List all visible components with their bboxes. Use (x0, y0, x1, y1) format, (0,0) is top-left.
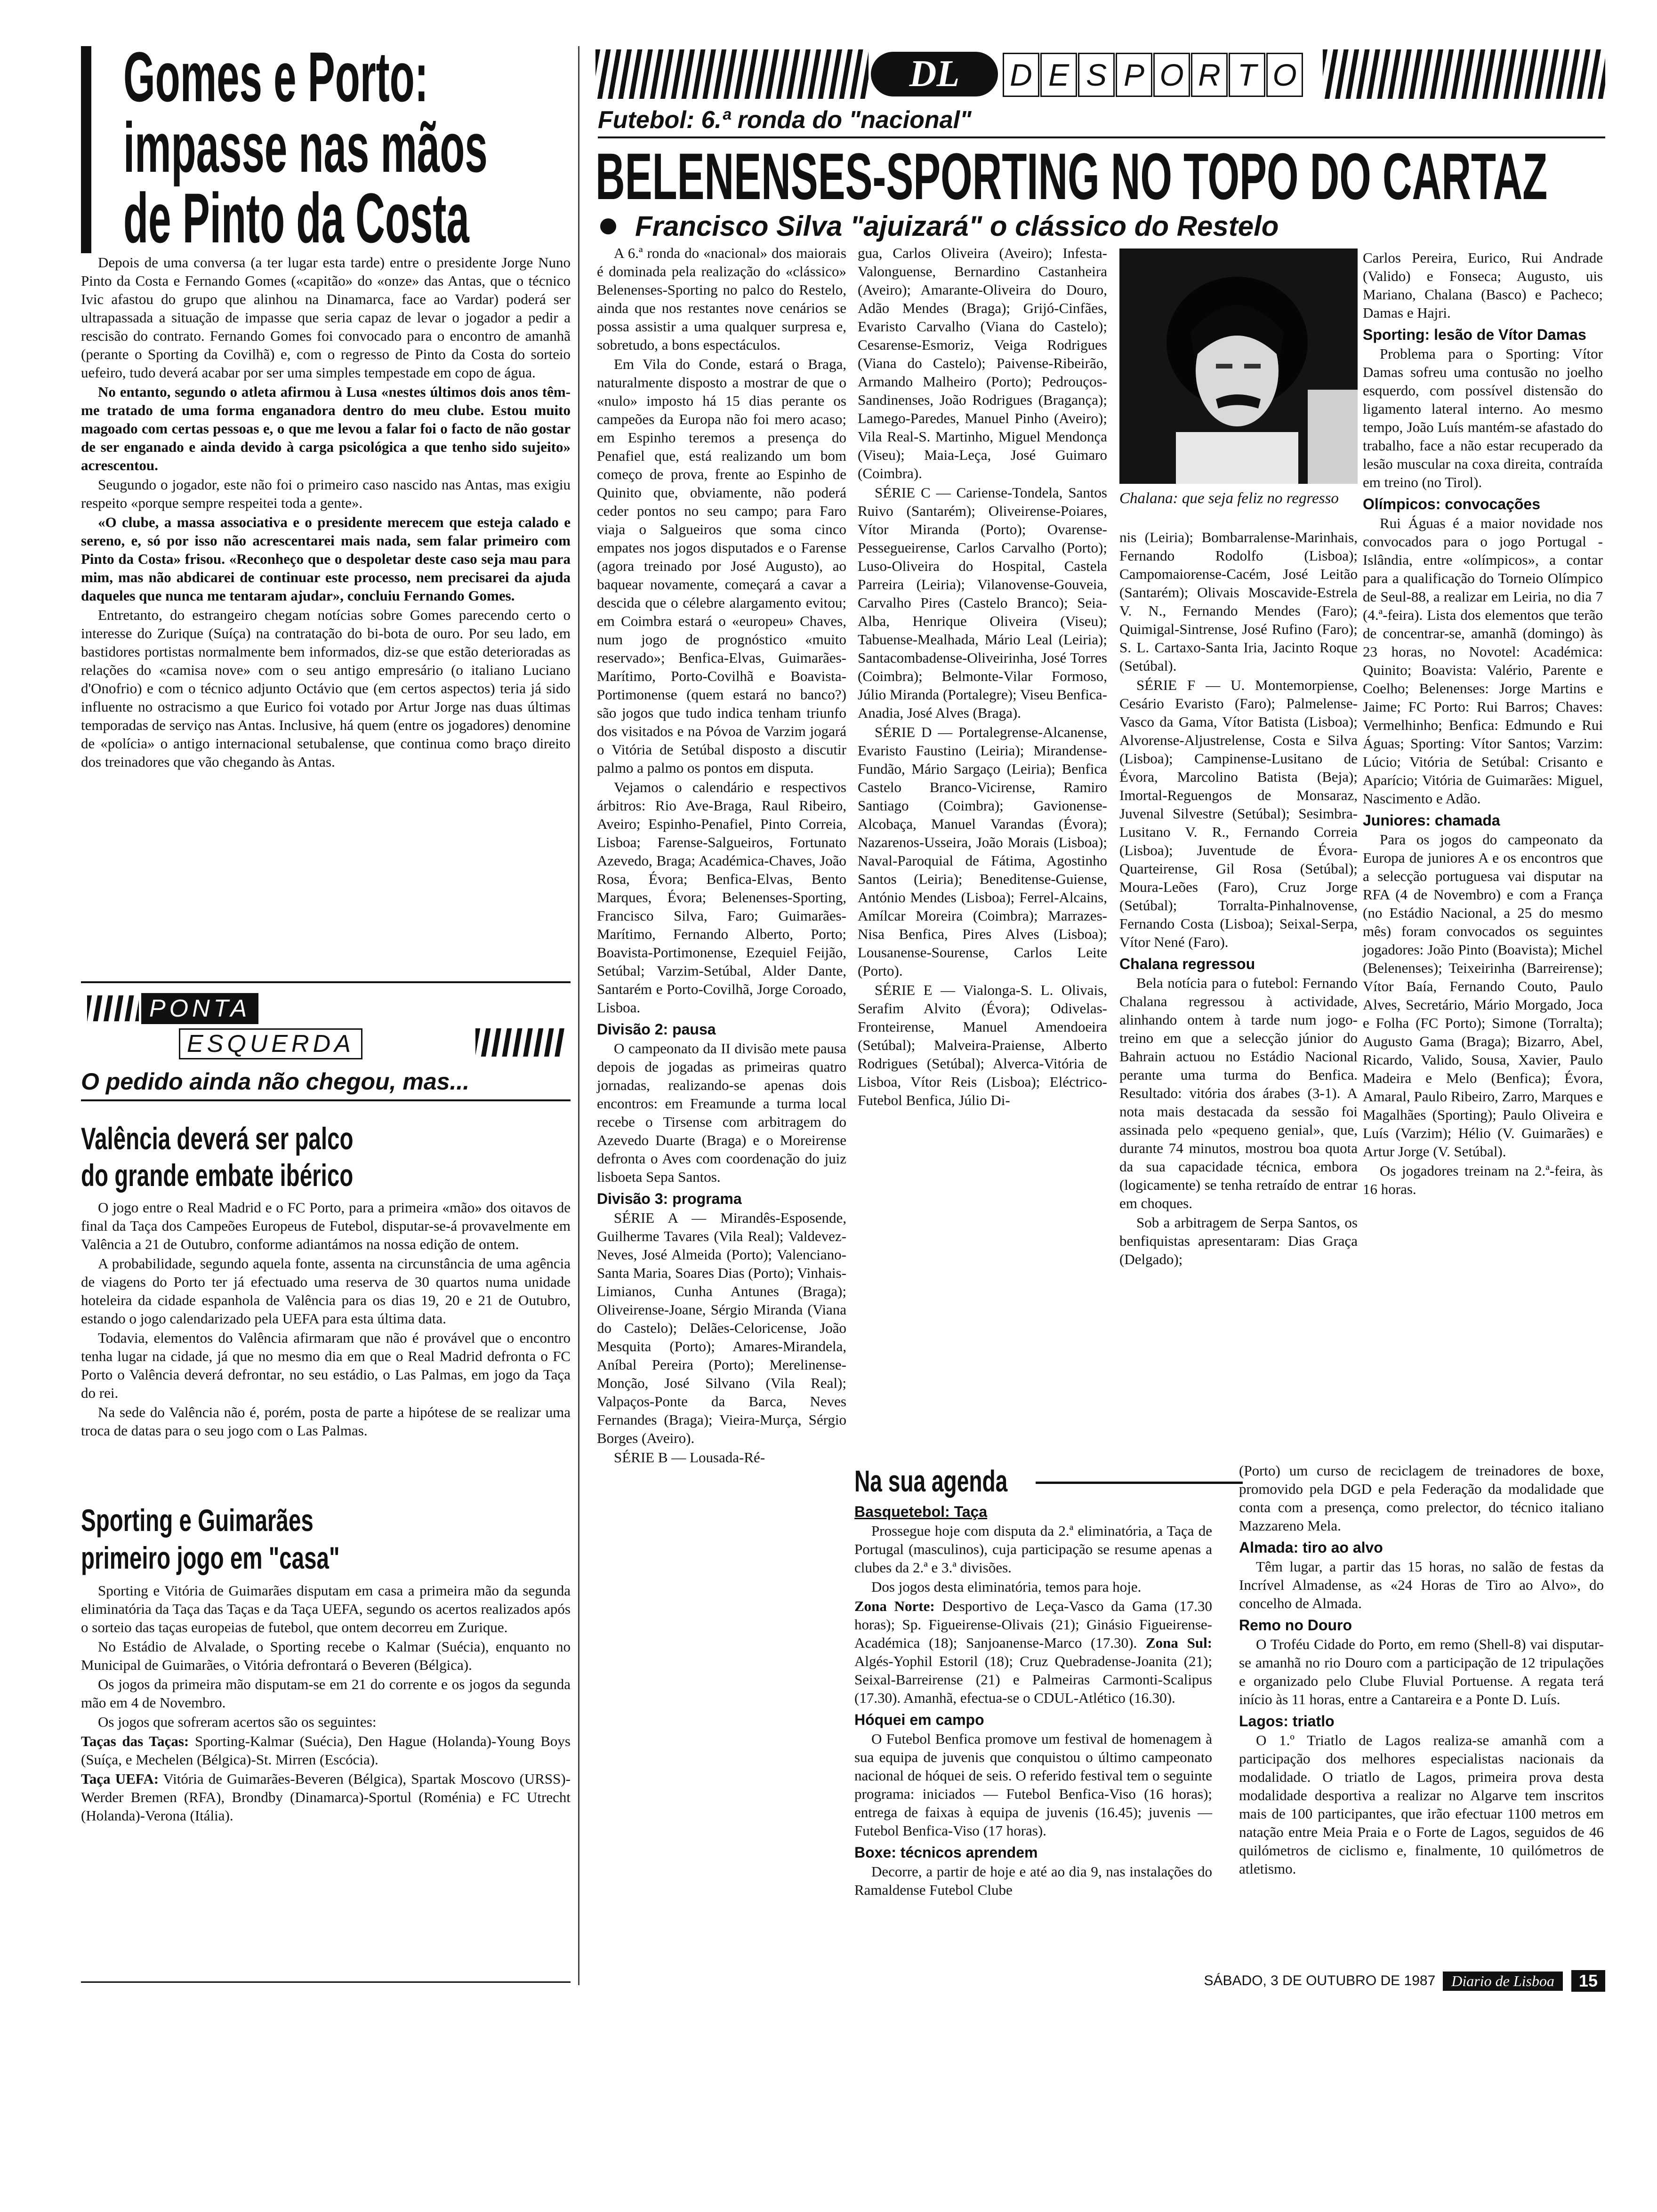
serie-d: SÉRIE D — Portalegrense-Alcanense, Evaristo Faustino (Leiria); Mirandense-Fundão, Mário Sargaço (Leiria); Benfica Castelo Branco-Vicirense, Ramiro Santiago (Coimbra); Gavionense-Alcobaça, Manuel Varandas (Évora); Nazarenos-Usseira, João Morais (Lisboa); Naval-Paroquial de Fátima, Agostinho Santos (Leiria); Beneditense-Guiense, António Mendes (Lisboa); Ferrel-Alcains, Amílcar Moreira (Coimbra); Marrazes-Nisa Benfica, Pires Alves (Lisboa); Lousanense-Sourense, Carlos Leite (Porto). (858, 724, 1107, 979)
col1-para-2: Em Vila do Conde, estará o Braga, naturalmente disposto a mostrar de que o «nulo» imposto há 15 dias perante os campeões da Europa não foi mero acaso; em Espinho teremos a presença do Penafiel que, está realizando um bom começo de prova, frente ao Espinho de Quinito que, obviamente, não poderá ceder pontos no seu campo; para Faro viaja o Salgueiros que soma cinco empates nos jogos disputados e o Farense (agora treinado por José Augusto), ao baquear novamente, começará a cavar a descida que o célebre alargamento evitou; em Coimbra estará o «europeu» Chaves, num jogo de prognóstico «muito reservado»; Benfica-Elvas, Guimarães-Marítimo, Porto-Covilhã e Boavista-Portimonense (quem estará no banco?) são jogos que tudo indica tenham triunfo dos visitados e na Póvoa de Varzim jogará o Vitória de Setúbal disposto a discutir palmo a palmo os pontos em disputa. (597, 356, 846, 776)
masthead-logo-text: DL (909, 53, 960, 95)
column-rule-vertical (578, 46, 579, 1985)
div3-text: SÉRIE A — Mirandês-Esposende, Guilherme Tavares (Vila Real); Valdevez-Neves, José Almeida (Porto); Valenciano-Santa Maria, Soares Dias (Porto); Vinhais-Limianos, Cunha Antunes (Braga); Oliveirense-Joane, Sérgio Miranda (Viana do Castelo); Delães-Celoricense, João Mesquita (Porto); Amares-Mirandela, Aníbal Pereira (Porto); Merelinense-Monção, José Silvano (Vila Real); Valpaços-Ponte da Barca, Neves Fernandes (Braga); Vieira-Murça, Sérgio Borges (Aveiro). (597, 1210, 846, 1446)
esquerda-word (179, 1028, 362, 1059)
section-letter-r: R (1191, 53, 1228, 97)
valencia-headline (81, 1120, 571, 1194)
section-letter-o: O (1153, 53, 1190, 97)
ponta-word (141, 993, 258, 1024)
agenda-header (854, 1465, 1250, 1498)
chalana-photo (1119, 248, 1358, 484)
chalana-para-1: Bela notícia para o futebol: Fernando Chalana regressou à actividade, alinhando ontem à tarde num jogo-treino em que a selecção júnior do Bahrain actuou no Estádio Nacional perante uma turma do Benfica. Resultado: vitória dos árabes (3-1). A nota mais destacada da sessão foi assinada pelo «pequeno genial», que, durante 74 minutos, mostrou boa quota da sua capacidade técnica, embora (logicamente) se tenha retraído de entrar em choques. (1119, 975, 1358, 1211)
left-bottom-rule (81, 1981, 571, 1983)
gomes-headline (123, 37, 547, 257)
zona-norte-line (854, 1597, 1212, 1707)
juniores-title: Juniores: chamada (1363, 812, 1500, 829)
col2-text: gua, Carlos Oliveira (Aveiro); Infesta-Valonguense, Bernardino Castanheira (Aveiro); Amarante-Oliveira do Douro, Adão Mendes (Braga); Grijó-Cinfães, Evaristo Carvalho (Viana do Castelo); Cesarense-Esmoriz, Veiga Rodrigues (Viana do Castelo); Paivense-Ribeirão, Armando Malheiro (Porto); Pedrouços-Sandinenses, João Rodrigues (Bragança); Lamego-Paredes, Manuel Pinho (Aveiro); Vila Real-S. Martinho, Miguel Mendonça (Viseu); Maia-Leça, José Guimaro (Coimbra). (858, 245, 1107, 481)
col3-text: nis (Leiria); Bombarralense-Marinhais, Fernando Rodolfo (Lisboa); Campomaiorense-Cacém, José Leitão (Santarém); Olivais Moscavide-Estrela V. N., Fernando Mendes (Faro); Quimigal-Sintrense, José Rufino (Faro); S. L. Cartaxo-Santa Iria, Jacinto Roque (Setúbal). (1119, 529, 1358, 674)
basquete-para-2: Dos jogos desta eliminatória, temos para hoje. (871, 1579, 1142, 1595)
agenda-title-rule (1036, 1482, 1243, 1484)
damas-title: Sporting: lesão de Vítor Damas (1363, 326, 1586, 343)
section-title (1003, 53, 1303, 96)
remo-title: Remo no Douro (1239, 1617, 1352, 1634)
col1-para-1: A 6.ª ronda do «nacional» dos maiorais é dominada pela realização do «clássico» Belenenses-Sporting no palco do Restelo, ainda que nos restantes nove cenários se possa assistir a uma qualquer surpresa e, sobretudo, a bons espectáculos. (597, 245, 846, 353)
ponta-word-text: PONTA (141, 993, 258, 1024)
uefa-label: Taça UEFA: (81, 1771, 159, 1787)
sporting-para-2: No Estádio de Alvalade, o Sporting recebe o Kalmar (Suécia), enquanto no Municipal de Guimarães, o Vitória defrontará o Beveren (Bélgica). (81, 1638, 571, 1673)
basquete-para-1: Prossegue hoje com disputa da 2.ª eliminatória, a Taça de Portugal (masculinos), cuja participação se resume apenas a clubes da 2.ª e 3.ª divisões. (854, 1523, 1212, 1576)
footer-paper: Diario de Lisboa (1443, 1972, 1563, 1991)
hoquei-title: Hóquei em campo (854, 1711, 984, 1728)
uefa-line (81, 1770, 571, 1825)
gomes-headline-line-1: Gomes e Porto: (123, 37, 428, 116)
kicker-underline (598, 136, 1605, 138)
subhead (600, 209, 1279, 243)
boxe-text: Decorre, a partir de hoje e até ao dia 9, nas instalações do Ramaldense Futebol Clube (854, 1863, 1212, 1898)
section-letter-e: E (1040, 53, 1077, 97)
ponta-tagline: O pedido ainda não chegou, mas... (81, 1068, 470, 1095)
main-headline-box (595, 141, 1605, 212)
section-letter-o2: O (1266, 53, 1303, 97)
juniores-para-1: Para os jogos do campeonato da Europa de juniores A e os encontros que a selecção portuguesa vai disputar na RFA (4 de Novembro) e com a França (no Estádio Nacional, a 25 do mesmo mês) foram convocados os seguintes jogadores: João Pinto (Boavista); Michel (Belenenses); Teixeirinha (Barreirense); Vítor Baía, Fernando Couto, Paulo Alves, Secretário, Mário Morgado, Joca e Folha (FC Porto); Simone (Torralta); Augusto Gama (Braga); Bizarro, Abel, Ricardo, Valido, Sousa, Xavier, Paulo Madeira e Melo (Benfica); Évora, Amaral, Paulo Ribeiro, Zarro, Marques e Magalhães (Sporting); Paulo Oliveira e Luís (Varzim); Hélio (V. Guimarães) e Artur Jorge (V. Setúbal). (1363, 831, 1603, 1160)
juniores-para-2: Os jogadores treinam na 2.ª-feira, às 16 horas. (1363, 1162, 1603, 1197)
sporting-headline-line-1: Sporting e Guimarães (81, 1503, 314, 1538)
valencia-para-4: Na sede do Valência não é, porém, posta de parte a hipótese de se realizar uma troca de datas para o seu jogo com o Las Palmas. (81, 1404, 571, 1439)
lagos-text: O 1.º Triatlo de Lagos realiza-se amanhã com a participação dos melhores especialistas nacionais da modalidade. O triatlo de Lagos, primeira prova desta modalidade desportiva a realizar no Algarve tem inscritos mais de 100 participantes, que irão efectuar 1100 metros em natação entre Meia Praia e o Forte de Lagos, seguidos de 46 quilómetros de ciclismo e, finalmente, 10 quilómetros de atletismo. (1239, 1732, 1604, 1877)
serie-f: SÉRIE F — U. Montemorpiense, Cesário Evaristo (Faro); Palmelense-Vasco da Gama, Vítor Batista (Lisboa); Alvorense-Aljustrelense, Costa e Silva (Lisboa); Campinense-Lusitano de Évora, Marcolino Batista (Beja); Imortal-Reguengos de Monsaraz, Juvenal Silvestre (Setúbal); Sesimbra-Lusitano V. R., Fernando Correia (Lisboa); Juventude de Évora-Quarteirense, Gil Rosa (Setúbal); Moura-Leões (Faro), Cruz Jorge (Setúbal); Torralta-Pinhalnovense, Fernando Costa (Lisboa); Seixal-Serpa, Vítor Nené (Faro). (1119, 677, 1358, 950)
zona-norte-label: Zona Norte: (854, 1598, 935, 1614)
chalana-para-2: Sob a arbitragem de Serpa Santos, os benfiquistas apresentaram: Dias Graça (Delgado); (1119, 1214, 1358, 1267)
agenda-title: Na sua agenda (854, 1464, 1008, 1498)
sporting-headline (81, 1501, 571, 1577)
main-headline: BELENENSES-SPORTING NO TOPO DO CARTAZ (595, 141, 1548, 212)
tacas-line (81, 1732, 571, 1769)
serie-c: SÉRIE C — Cariense-Tondela, Santos Ruivo (Santarém); Oliveirense-Poiares, Vítor Miranda (Porto); Ovarense-Pessegueirense, Carlos Carvalho (Porto); Luso-Oliveira do Hospital, Castela Parreira (Leiria); Vilanovense-Gouveia, Carvalho Pires (Castelo Branco); Seia-Alba, Henrique Oliveira (Viseu); Tabuense-Mealhada, Mário Leal (Leiria); Santacombadense-Oliveirinha, José Torres (Coimbra); Belmonte-Vilar Formoso, Júlio Miranda (Portalegre); Viseu Benfica-Anadia, José Alves (Braga). (858, 484, 1107, 721)
div2-title: Divisão 2: pausa (597, 1021, 716, 1038)
footer (1083, 1970, 1605, 1992)
valencia-para-1: O jogo entre o Real Madrid e o FC Porto, para a primeira «mão» dos oitavos de final da Taça dos Campeões Europeus de Futebol, disputar-se-á provavelmente em Valência a 21 de Outubro, conforme adiantámos na nossa edição de ontem. (81, 1199, 571, 1252)
article-col-1 (597, 244, 846, 1966)
col1-para-3: Vejamos o calendário e respectivos árbitros: Rio Ave-Braga, Raul Ribeiro, Aveiro; Espinho-Penafiel, Pinto Correia, Lisboa; Farense-Salgueiros, Fortunato Azevedo, Braga; Académica-Chaves, João Rosa, Évora; Benfica-Elvas, Bento Marques, Évora; Belenenses-Sporting, Francisco Silva, Faro; Guimarães-Marítimo, Fernando Alberto, Porto; Boavista-Portimonense, Ezequiel Feijão, Setúbal; Varzim-Setúbal, Alder Dante, Santarém e Porto-Covilhã, Jorge Coroado, Lisboa. (597, 779, 846, 1016)
damas-text: Problema para o Sporting: Vítor Damas sofreu uma contusão no joelho esquerdo, com possível distensão do ligamento lateral interno. Ao mesmo tempo, João Luís mantém-se afastado do trabalho, face a não estar recuperado da lesão muscular na coxa direita, contraída em treino (no Tirol). (1363, 345, 1603, 490)
sporting-para-3: Os jogos da primeira mão disputam-se em 21 do corrente e os jogos da segunda mão em 4 de Novembro. (81, 1676, 571, 1711)
sporting-headline-line-2: primeiro jogo em "casa" (81, 1540, 340, 1575)
gomes-article (81, 253, 571, 978)
section-letter-t: T (1229, 53, 1265, 97)
valencia-headline-line-1: Valência deverá ser palco (81, 1121, 354, 1156)
ponta-hatch (87, 995, 139, 1021)
div3-title: Divisão 3: programa (597, 1190, 742, 1207)
masthead-logo (871, 52, 998, 96)
gomes-para-5: Entretanto, do estrangeiro chegam notícias sobre Gomes parecendo certo o interesse do Zurique (Suíça) na contratação do bi-bota de ouro. Por seu lado, em bastidores portistas normalmente bem informados, diz-se que estão deterioradas as relações do «camisa nove» com o seu antigo empresário (o italiano Luciano d'Onofrio) e com o técnico adjunto Octávio que (em certos aspectos) teria já sido influente no ostracismo a que Eurico foi votado por Artur Jorge nas duas últimas temporadas de serviço nas Antas. Inclusive, há quem (entre os jogadores) denomine de «polícia» o antigo internacional setubalense, que continua como braço direito dos treinadores que vão chegando às Antas. (81, 607, 571, 770)
article-col-4 (1363, 248, 1603, 1383)
basquete-title: Basquetebol: Taça (854, 1503, 988, 1520)
chalana-portrait-icon (1119, 248, 1358, 484)
olimpicos-title: Olímpicos: convocações (1363, 496, 1541, 513)
sporting-para-4: Os jogos que sofreram acertos são os seguintes: (98, 1714, 377, 1730)
article-col-3 (1119, 528, 1358, 1460)
gomes-para-4: «O clube, a massa associativa e o presidente merecem que esteja calado e sereno, e, só por isso não acrescentarei mais nada, sem falar primeiro com Pinto da Costa» frisou. «Reconheço que o despoletar deste caso seja mau para mim, mas não abdicarei de continuar este processo, nem precisarei da ajuda daqueles que nunca me tentaram ajudar», concluiu Fernando Gomes. (81, 514, 571, 604)
chalana-title: Chalana regressou (1119, 955, 1255, 972)
almada-title: Almada: tiro ao alvo (1239, 1539, 1383, 1556)
agenda-col2-start: (Porto) um curso de reciclagem de treinadores de boxe, promovido pela DGD e pela Federação da modalidade que conta com a presença, como prelector, do técnico italiano Mazzareno Mela. (1239, 1462, 1604, 1534)
zona-sul-text: Algés-Yophil Estoril (18); Cruz Quebradense-Joanita (21); Seixal-Barreirense (21) e Palmeiras Carmonti-Scalipus (17.30). Amanhã, efectua-se o CDUL-Atlético (16.30). (854, 1653, 1212, 1706)
esquerda-hatch (475, 1028, 565, 1057)
footer-date: SÁBADO, 3 DE OUTUBRO DE 1987 (1204, 1973, 1436, 1988)
sporting-para-1: Sporting e Vitória de Guimarães disputam em casa a primeira mão da segunda eliminatória da Taça das Taças e da Taça UEFA, segundo os acertos realizados após o sorteio das taças europeias de futebol, que ontem decorreu em Zurique. (81, 1582, 571, 1635)
headline-side-bar (81, 46, 91, 253)
tacas-label: Taças das Taças: (81, 1733, 189, 1749)
boxe-title: Boxe: técnicos aprendem (854, 1844, 1038, 1861)
gomes-headline-line-2: impasse nas mãos (123, 108, 488, 187)
masthead-hatch-right (1323, 49, 1605, 99)
tacas-text: Sporting-Kalmar (Suécia), Den Hague (Holanda)-Young Boys (Suíça, e Mechelen (Bélgica)-St. Mirren (Escócia). (81, 1733, 571, 1768)
gomes-para-1: Depois de uma conversa (a ter lugar esta tarde) entre o presidente Jorge Nuno Pinto da Costa e Fernando Gomes («capitão» do «onze» das Antas, que o técnico Ivic afastou do grupo que alinhou na Dinamarca, face ao Vardar) poderá ser ultrapassada a situação de impasse que seria capaz de levar o jogador a pedir a rescisão do contrato. Fernando Gomes foi convocado para o encontro de amanhã (perante o Sporting da Covilhã) e, com o regresso de Pinto da Costa do sorteio uefeiro, tudo deverá acabar por ser uma simples tempestade em copo de água. (81, 254, 571, 381)
section-letter-p: P (1116, 53, 1152, 97)
subhead-text: Francisco Silva "ajuizará" o clássico do Restelo (635, 210, 1279, 242)
gomes-headline-line-3: de Pinto da Costa (123, 178, 469, 257)
valencia-para-3: Todavia, elementos do Valência afirmaram que não é provável que o encontro tenha lugar na cidade, já que no mesmo dia em que o Real Madrid defronta o FC Porto o Valência deverá defrontar, no seu estádio, o Las Palmas, em jogo da Taça do rei. (81, 1330, 571, 1401)
masthead-hatch-left (595, 49, 869, 99)
section-letter-s: S (1078, 53, 1115, 97)
section-letter-d: D (1003, 53, 1039, 97)
uefa-text: Vitória de Guimarães-Beveren (Bélgica), Spartak Moscovo (URSS)-Werder Bremen (RFA), Brondby (Dinamarca)-Sportul (Roménia) e FC Utrecht (Holanda)-Verona (Itália). (81, 1771, 571, 1824)
article-col-2 (858, 244, 1107, 1458)
serie-b-start: SÉRIE B — Lousada-Ré- (614, 1449, 765, 1466)
col4-start: Carlos Pereira, Eurico, Rui Andrade (Valido) e Fonseca; Augusto, uis Mariano, Chalana (Basco) e Pacheco; Damas e Hajri. (1363, 249, 1603, 321)
lagos-title: Lagos: triatlo (1239, 1713, 1335, 1730)
valencia-article (81, 1198, 571, 1499)
valencia-para-2: A probabilidade, segundo aquela fonte, assenta na circunstância de uma agência de viagens do Porto ter já efectuado uma reserva de 30 quartos numa unidade hoteleira da cidade espanhola de Valência para os dias 19, 20 e 21 de Outubro, estando o jogo calendarizado pela UEFA para esta última data. (81, 1255, 571, 1327)
valencia-headline-line-2: do grande embate ibérico (81, 1158, 354, 1193)
gomes-para-3: Seugundo o jogador, este não foi o primeiro caso nascido nas Antas, mas exigiu respeito «porque sempre respeitei toda a gente». (81, 476, 571, 511)
zona-norte-text: Desportivo de Leça-Vasco da Gama (17.30 horas); Sp. Figueirense-Olivais (21); Ginásio Figueirense-Académica (18); Sanjoanense-Marco (17.30). (854, 1598, 1212, 1651)
photo-caption: Chalana: que seja feliz no regresso (1119, 490, 1339, 507)
hoquei-text: O Futebol Benfica promove um festival de homenagem à sua equipa de juvenis que conquistou o último campeonato nacional de hóquei de seis. O referido festival tem o seguinte programa: iniciados — Futebol Benfica-Viso (16 horas); entrega de faixas à equipa de juvenis (16.45); juvenis — Futebol Benfica-Viso (17 horas). (854, 1731, 1212, 1839)
remo-text: O Troféu Cidade do Porto, em remo (Shell-8) vai disputar-se amanhã no rio Douro com a participação de 12 tripulações e organizado pelo Clube Fluvial Portuense. A regata terá início às 11 horas, entre a Cantareira e a Ponte D. Luís. (1239, 1636, 1604, 1707)
olimpicos-text: Rui Águas é a maior novidade nos convocados para o jogo Portugal - Islândia, entre «olímpicos», a contar para a qualificação do Torneio Olímpico de Seul-88, a realizar em Leiria, no dia 7 (4.ª-feira). Lista dos elementos que terão de concentrar-se, amanhã (domingo) às 23 horas, no Novotel: Académica: Quinito; Boavista: Valério, Parente e Coelho; Belenenses: Jorge Martins e Jaime; FC Porto: Rui Barros; Chaves: Vermelhinho; Benfica: Edmundo e Rui Águas; Sporting: Vítor Santos; Varzim: Lúcio; Vitória de Setúbal: Crisanto e Aparício; Vitória de Guimarães: Miguel, Nascimento e Adão. (1363, 515, 1603, 807)
div2-text: O campeonato da II divisão mete pausa depois de jogadas as primeiras quatro jornadas, realizando-se apenas dois encontros: em Freamunde a turma local recebe o Tirsense com arbitragem do Azevedo Duarte (Braga) e o Moreirense defronta o Aves com coordenação do juiz lisboeta Sepa Santos. (597, 1040, 846, 1185)
sporting-article (81, 1581, 571, 1977)
almada-text: Têm lugar, a partir das 15 horas, no salão de festas da Incrível Almadense, as «24 Horas de Tiro ao Alvo», do concelho de Almada. (1239, 1558, 1604, 1611)
agenda-col-2 (1239, 1461, 1604, 1970)
zona-sul-label: Zona Sul: (1145, 1635, 1213, 1651)
tagline-underline (81, 1099, 571, 1101)
subhead-bullet (600, 218, 616, 234)
serie-e: SÉRIE E — Vialonga-S. L. Olivais, Serafim Alvito (Évora); Odivelas-Fronteirense, Manuel Amendoeira (Setúbal); Malveira-Praiense, Alberto Rodrigues (Setúbal); Alverca-Vitória de Lisboa, Vítor Reis (Lisboa); Eléctrico-Futebol Benfica, Júlio Di- (858, 982, 1107, 1108)
footer-page-number: 15 (1571, 1970, 1605, 1992)
agenda-col-1 (854, 1499, 1212, 1974)
esquerda-word-text: ESQUERDA (179, 1028, 362, 1059)
left-divider-line (81, 981, 571, 983)
kicker: Futebol: 6.ª ronda do "nacional" (598, 106, 972, 134)
gomes-para-2: No entanto, segundo o atleta afirmou à Lusa «nestes últimos dois anos têm-me tratado de uma forma enganadora dentro do meu clube. Estou muito magoado com certas pessoas e, o que me levou a falar foi o facto de não gostar de ser enganado e ainda devido à carga psicológica a que tenho sido sujeito» acrescentou. (81, 384, 571, 473)
